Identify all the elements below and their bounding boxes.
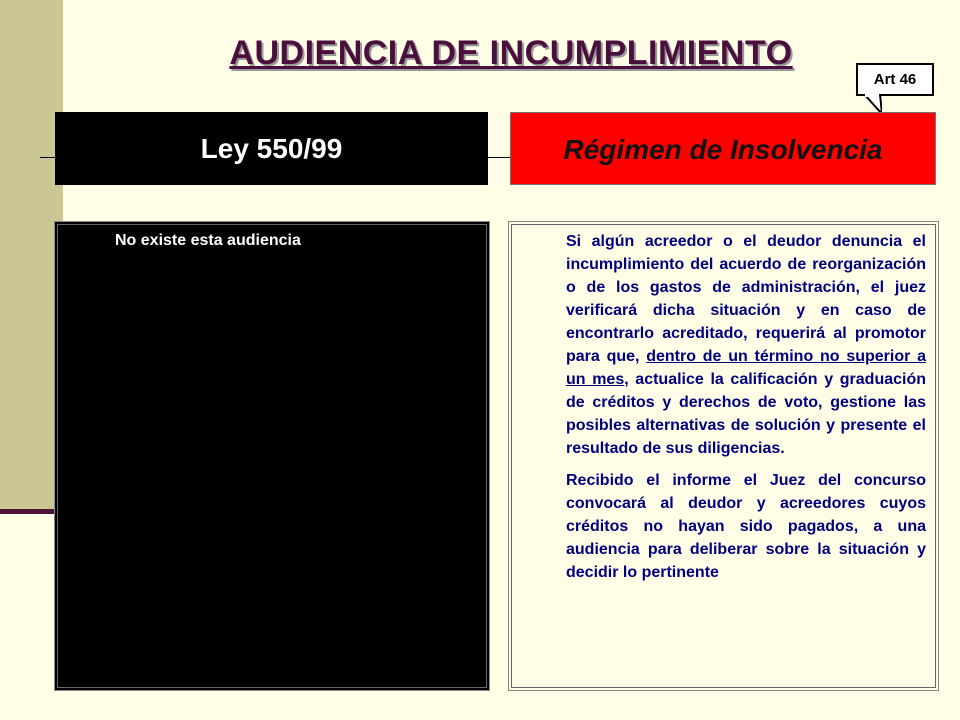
regimen-content-box <box>508 221 939 691</box>
p1-underlined-term: dentro de un término no superior a un mes <box>566 348 926 388</box>
ley-550-header: Ley 550/99 <box>55 112 488 185</box>
paragraph-audiencia: Recibido el informe el Juez del concurso convocará al deudor y acreedores cuyos créditos no hayan sido pagados, a una audiencia para deliberar sobre la situación y decidir lo pertinente <box>566 472 926 581</box>
slide-title: AUDIENCIA DE INCUMPLIMIENTO <box>229 34 793 72</box>
p1-text-end: , actualice la calificación y graduación de créditos y derechos de voto, gestione las posibles alternativas de solución y presente el resultado de sus diligencias. <box>566 371 927 457</box>
regimen-text <box>566 230 926 593</box>
paragraph-incumplimiento <box>566 230 926 460</box>
article-callout: Art 46 <box>856 63 934 96</box>
regimen-insolvencia-header: Régimen de Insolvencia <box>510 112 936 185</box>
ley-550-content-box <box>54 221 490 691</box>
connector-line-middle <box>488 157 510 158</box>
box-inner-border <box>57 224 487 688</box>
no-existe-text: No existe esta audiencia <box>115 232 301 249</box>
side-decor-line <box>0 509 56 514</box>
connector-line-left <box>40 157 56 158</box>
p1-text-start: Si algún acreedor o el deudor denuncia el incumplimiento del acuerdo de reorganización o de los gastos de administración, el juez verificará dicha situación y en caso de encontrarlo acreditado, requerirá al promotor para que, <box>566 233 926 365</box>
